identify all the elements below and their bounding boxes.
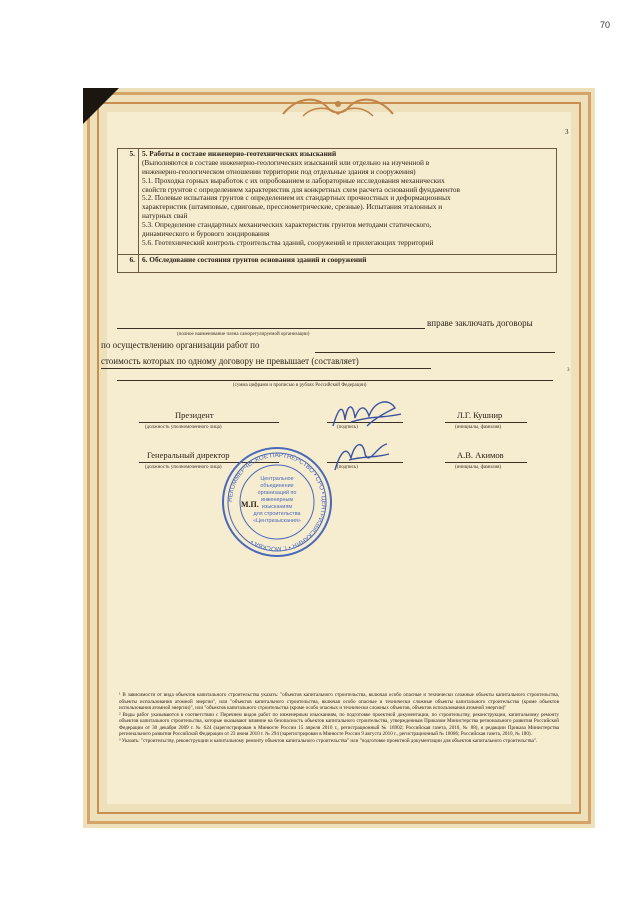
cost-line [101,368,431,369]
name-line [445,422,527,423]
signer-name: Л.Г. Кушнир [457,410,503,420]
row-number: 5. [118,149,139,255]
member-name-line [117,328,425,329]
org-work-label: по осуществлению организации работ по [101,340,260,350]
cost-label: стоимость которых по одному договору не превышает (составляет) [101,356,359,366]
stamp-seal [221,446,333,558]
signature-icon [329,396,409,436]
right-to-contract: вправе заключать договоры [427,318,533,328]
position-caption: (должность уполномоченного лица) [145,465,222,470]
signer-name: А.В. Акимов [457,450,504,460]
row-line: (Выполняются в составе инженерно-геологических изысканий или отдельно на изученной в [142,157,430,167]
row-line: 5.3. Определение стандартных механических характеристик грунтов методами статического, [142,220,432,230]
stamp-center-line: инженерным [260,497,294,503]
row-line: характеристик (штамповые, сдвиговые, прессиометрические, срезные). Испытания эталонных и [142,202,443,212]
sheet-number: 3 [565,128,569,136]
row-number: 6. [118,254,139,272]
row-line: натурных свай [142,211,188,221]
row-title: 6. Обследование состояния грунтов основания зданий и сооружений [142,254,367,264]
name-caption: (инициалы, фамилия) [455,465,502,470]
position-caption: (должность уполномоченного лица) [145,425,222,430]
row-line: 5.2. Полевые испытания грунтов с определением их стандартных прочностных и деформационных [142,193,451,203]
stamp-center-line: Центральное [260,476,294,482]
seal-mark: М.П. [241,500,259,509]
stamp-center-line: организаций по [257,490,297,496]
name-caption: (инициалы, фамилия) [455,425,502,430]
sum-line [117,380,553,381]
row-title: 5. Работы в составе инженерно-геотехнических изысканий [142,149,337,158]
row-line: 5.1. Проходка горных выработок с их опробованием и лабораторные исследования механических [142,175,445,185]
works-table [117,148,557,273]
footnote-mark: 3 [567,368,570,373]
signer-position: Президент [175,410,214,420]
stamp-center-line: для строительства [253,511,301,517]
signature-caption: (подпись) [337,425,358,430]
folded-corner [83,88,119,124]
signature-caption: (подпись) [337,465,358,470]
page-number: 70 [600,20,611,30]
stamp-center-line: «Центризыскания» [253,518,301,524]
row-line: 5.6. Геотехнический контроль строительства зданий, сооружений и прилегающих территорий [142,237,434,247]
signature-icon [329,436,399,476]
position-line [139,422,279,423]
footnote: ³ Указать: "строительству, реконструкции и капитальному ремонту объектов капитального строительства" или "подготовке проектной документации для объектов капитального строительства". [119,737,538,744]
footnotes [119,692,559,744]
sum-caption: (сумма цифрами и прописью в рублях Российской Федерации) [233,383,367,388]
row-line: свойств грунтов с определением характеристик для конкретных схем расчета оснований фундаментов [142,184,460,194]
row-line: инженерно-геологическом отношении территории под отдельные здания и сооружения) [142,166,416,176]
row-content [139,149,557,255]
member-name-caption: (полное наименование члена саморегулируемой организации) [177,332,310,337]
footnote: ² Виды работ указываются в соответствии с Перечнем видов работ по инженерным изысканиям, по подготовке проектной документации, по строительству, реконструкции, капитальному ремонту объектов капитального строительства, которые оказывают влияние на безопасность объектов капитального строительства, утвержденным Приказом Министерства регионального развития Российской Федерации от 30 декабря 2009 г. № 624 (зарегистрирован в Минюсте России 15 апреля 2010 г., регистрационный № 16902; Российская газета, 2010, № 88), в редакции Приказа Министерства регионального развития Российской Федерации от 23 июня 2010 г. № 294 (зарегистрирован в Минюсте России 9 августа 2010 г., регистрационный № 18086; Российская газета, 2010, № 180). [119,711,559,738]
table-row [118,254,557,272]
certificate-sheet [83,88,595,828]
stamp-ring-text: НЕКОММЕРЧЕСКОЕ ПАРТНЁРСТВО • СРО • ЦЕНТРИЗЫСКАНИЯ • г. МОСКВА • [226,451,328,553]
stamp-center-line: объединение [260,483,294,489]
row-content [139,254,557,272]
org-work-line [315,352,555,353]
ornament-icon [273,94,403,122]
signer-position: Генеральный директор [147,450,230,460]
name-line [445,462,527,463]
row-line: динамического и бурового зондирования [142,229,270,239]
stamp-center-line: изысканиям [261,504,293,510]
table-row [118,149,557,255]
footnote: ¹ В зависимости от вида объектов капитального строительства указать: "объектов капитального строительства, включая особо опасные и технически сложные объекты капитального строительства, объекты использования атомной энергии", или "объектов капитального строительства, включая особо опасные и технически сложные объекты капитального строительства (кроме объектов использования атомной энергии)", или "объектов капитального строительства (кроме особо опасных и технически сложных объектов, объектов использования атомной энергии)" [119,692,559,712]
